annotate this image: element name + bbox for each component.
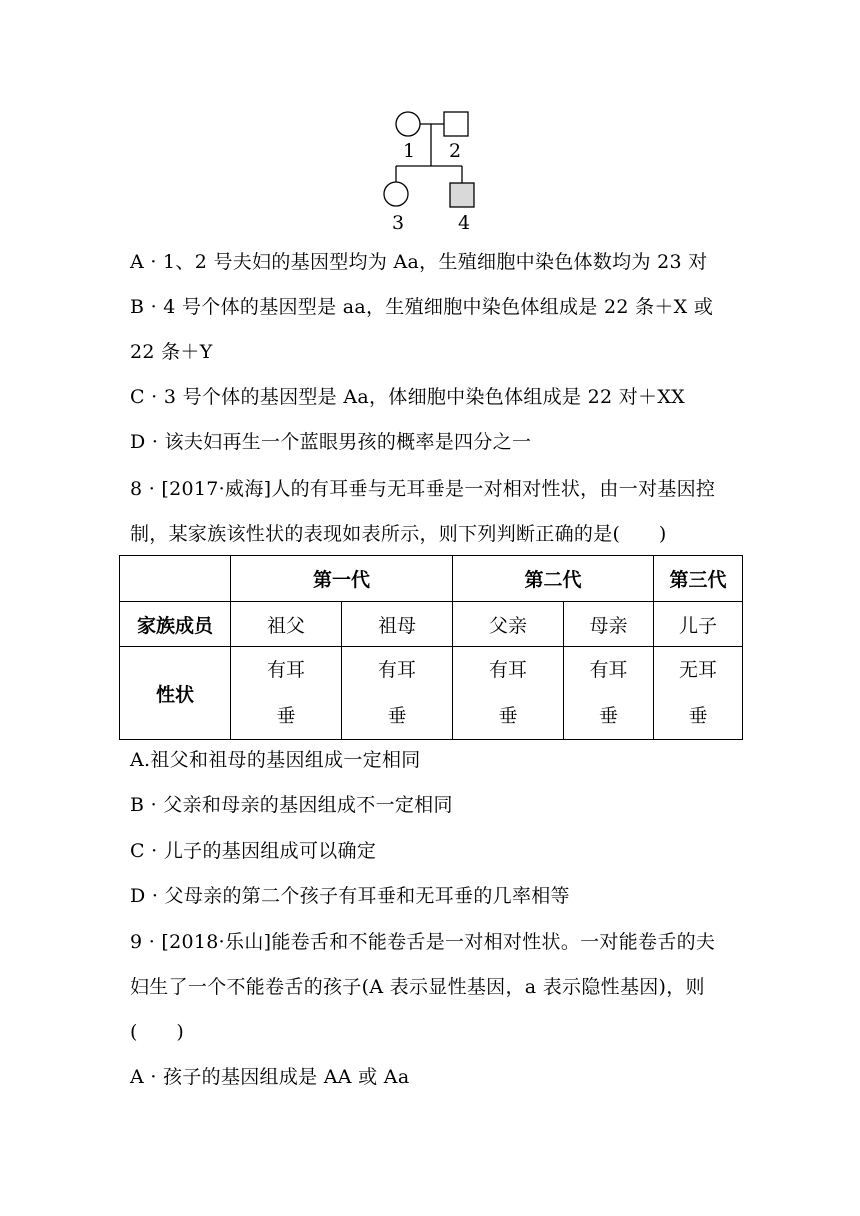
member-cell: 儿子 [654, 602, 743, 647]
pedigree-label-2: 2 [449, 140, 462, 162]
pedigree-label-1: 1 [403, 140, 416, 162]
trait-cell-line: 垂 [276, 705, 296, 727]
trait-cell-line: 无耳 [679, 659, 718, 681]
table-row-traits [120, 647, 743, 740]
individual-2-male-normal [444, 112, 468, 136]
table-row-members [120, 602, 743, 647]
q9-stem-line1: 9 · [2018·乐山]能卷舌和不能卷舌是一对相对性状。一对能卷舌的夫 [130, 931, 716, 953]
generation-2-header: 第二代 [453, 556, 654, 602]
row-header-trait: 性状 [120, 647, 231, 740]
trait-cell-line: 有耳 [589, 659, 628, 681]
q7-option-b-line1: B · 4 号个体的基因型是 aa，生殖细胞中染色体组成是 22 条＋X 或 [130, 296, 714, 318]
trait-cell-line: 有耳 [378, 659, 417, 681]
trait-cell-line: 垂 [688, 705, 708, 727]
pedigree-label-3: 3 [392, 212, 405, 234]
generation-3-header: 第三代 [654, 556, 743, 602]
individual-1-female-normal [396, 112, 420, 136]
individual-3-female-normal [384, 182, 408, 206]
pedigree-label-4: 4 [458, 212, 471, 234]
q9-option-a: A · 孩子的基因组成是 AA 或 Aa [130, 1066, 410, 1088]
q8-option-a: A.祖父和祖母的基因组成一定相同 [130, 749, 421, 771]
trait-cell-line: 垂 [599, 705, 619, 727]
pedigree-diagram [380, 100, 500, 240]
individual-4-male-affected [450, 183, 474, 207]
trait-cell [654, 647, 743, 740]
q9-stem-line2: 妇生了一个不能卷舌的孩子(A 表示显性基因，a 表示隐性基因)，则 [130, 976, 705, 998]
trait-table [119, 555, 743, 740]
trait-cell-line: 垂 [498, 705, 518, 727]
q8-option-d: D · 父母亲的第二个孩子有耳垂和无耳垂的几率相等 [130, 885, 570, 907]
member-cell: 父亲 [453, 602, 564, 647]
q7-option-b-line2: 22 条＋Y [130, 341, 213, 363]
table-header-row [120, 556, 743, 602]
q8-stem-line1: 8 · [2017·威海]人的有耳垂与无耳垂是一对相对性状，由一对基因控 [130, 478, 716, 500]
member-cell: 母亲 [564, 602, 654, 647]
trait-cell [564, 647, 654, 740]
q7-option-c: C · 3 号个体的基因型是 Aa，体细胞中染色体组成是 22 对＋XX [130, 386, 685, 408]
q8-stem-line2: 制，某家族该性状的表现如表所示，则下列判断正确的是( ) [130, 523, 667, 545]
trait-cell-line: 有耳 [489, 659, 528, 681]
q8-option-c: C · 儿子的基因组成可以确定 [130, 840, 377, 862]
trait-cell [342, 647, 453, 740]
trait-cell-line: 垂 [387, 705, 407, 727]
q7-option-d: D · 该夫妇再生一个蓝眼男孩的概率是四分之一 [130, 431, 532, 453]
row-header-members: 家族成员 [120, 602, 231, 647]
trait-cell [231, 647, 342, 740]
trait-cell-line: 有耳 [266, 659, 305, 681]
member-cell: 祖父 [231, 602, 342, 647]
member-cell: 祖母 [342, 602, 453, 647]
table-corner-cell [120, 556, 231, 602]
q8-option-b: B · 父亲和母亲的基因组成不一定相同 [130, 794, 453, 816]
q7-option-a: A · 1、2 号夫妇的基因型均为 Aa，生殖细胞中染色体数均为 23 对 [130, 251, 708, 273]
generation-1-header: 第一代 [231, 556, 453, 602]
trait-cell [453, 647, 564, 740]
q9-stem-line3: ( ) [130, 1021, 185, 1043]
